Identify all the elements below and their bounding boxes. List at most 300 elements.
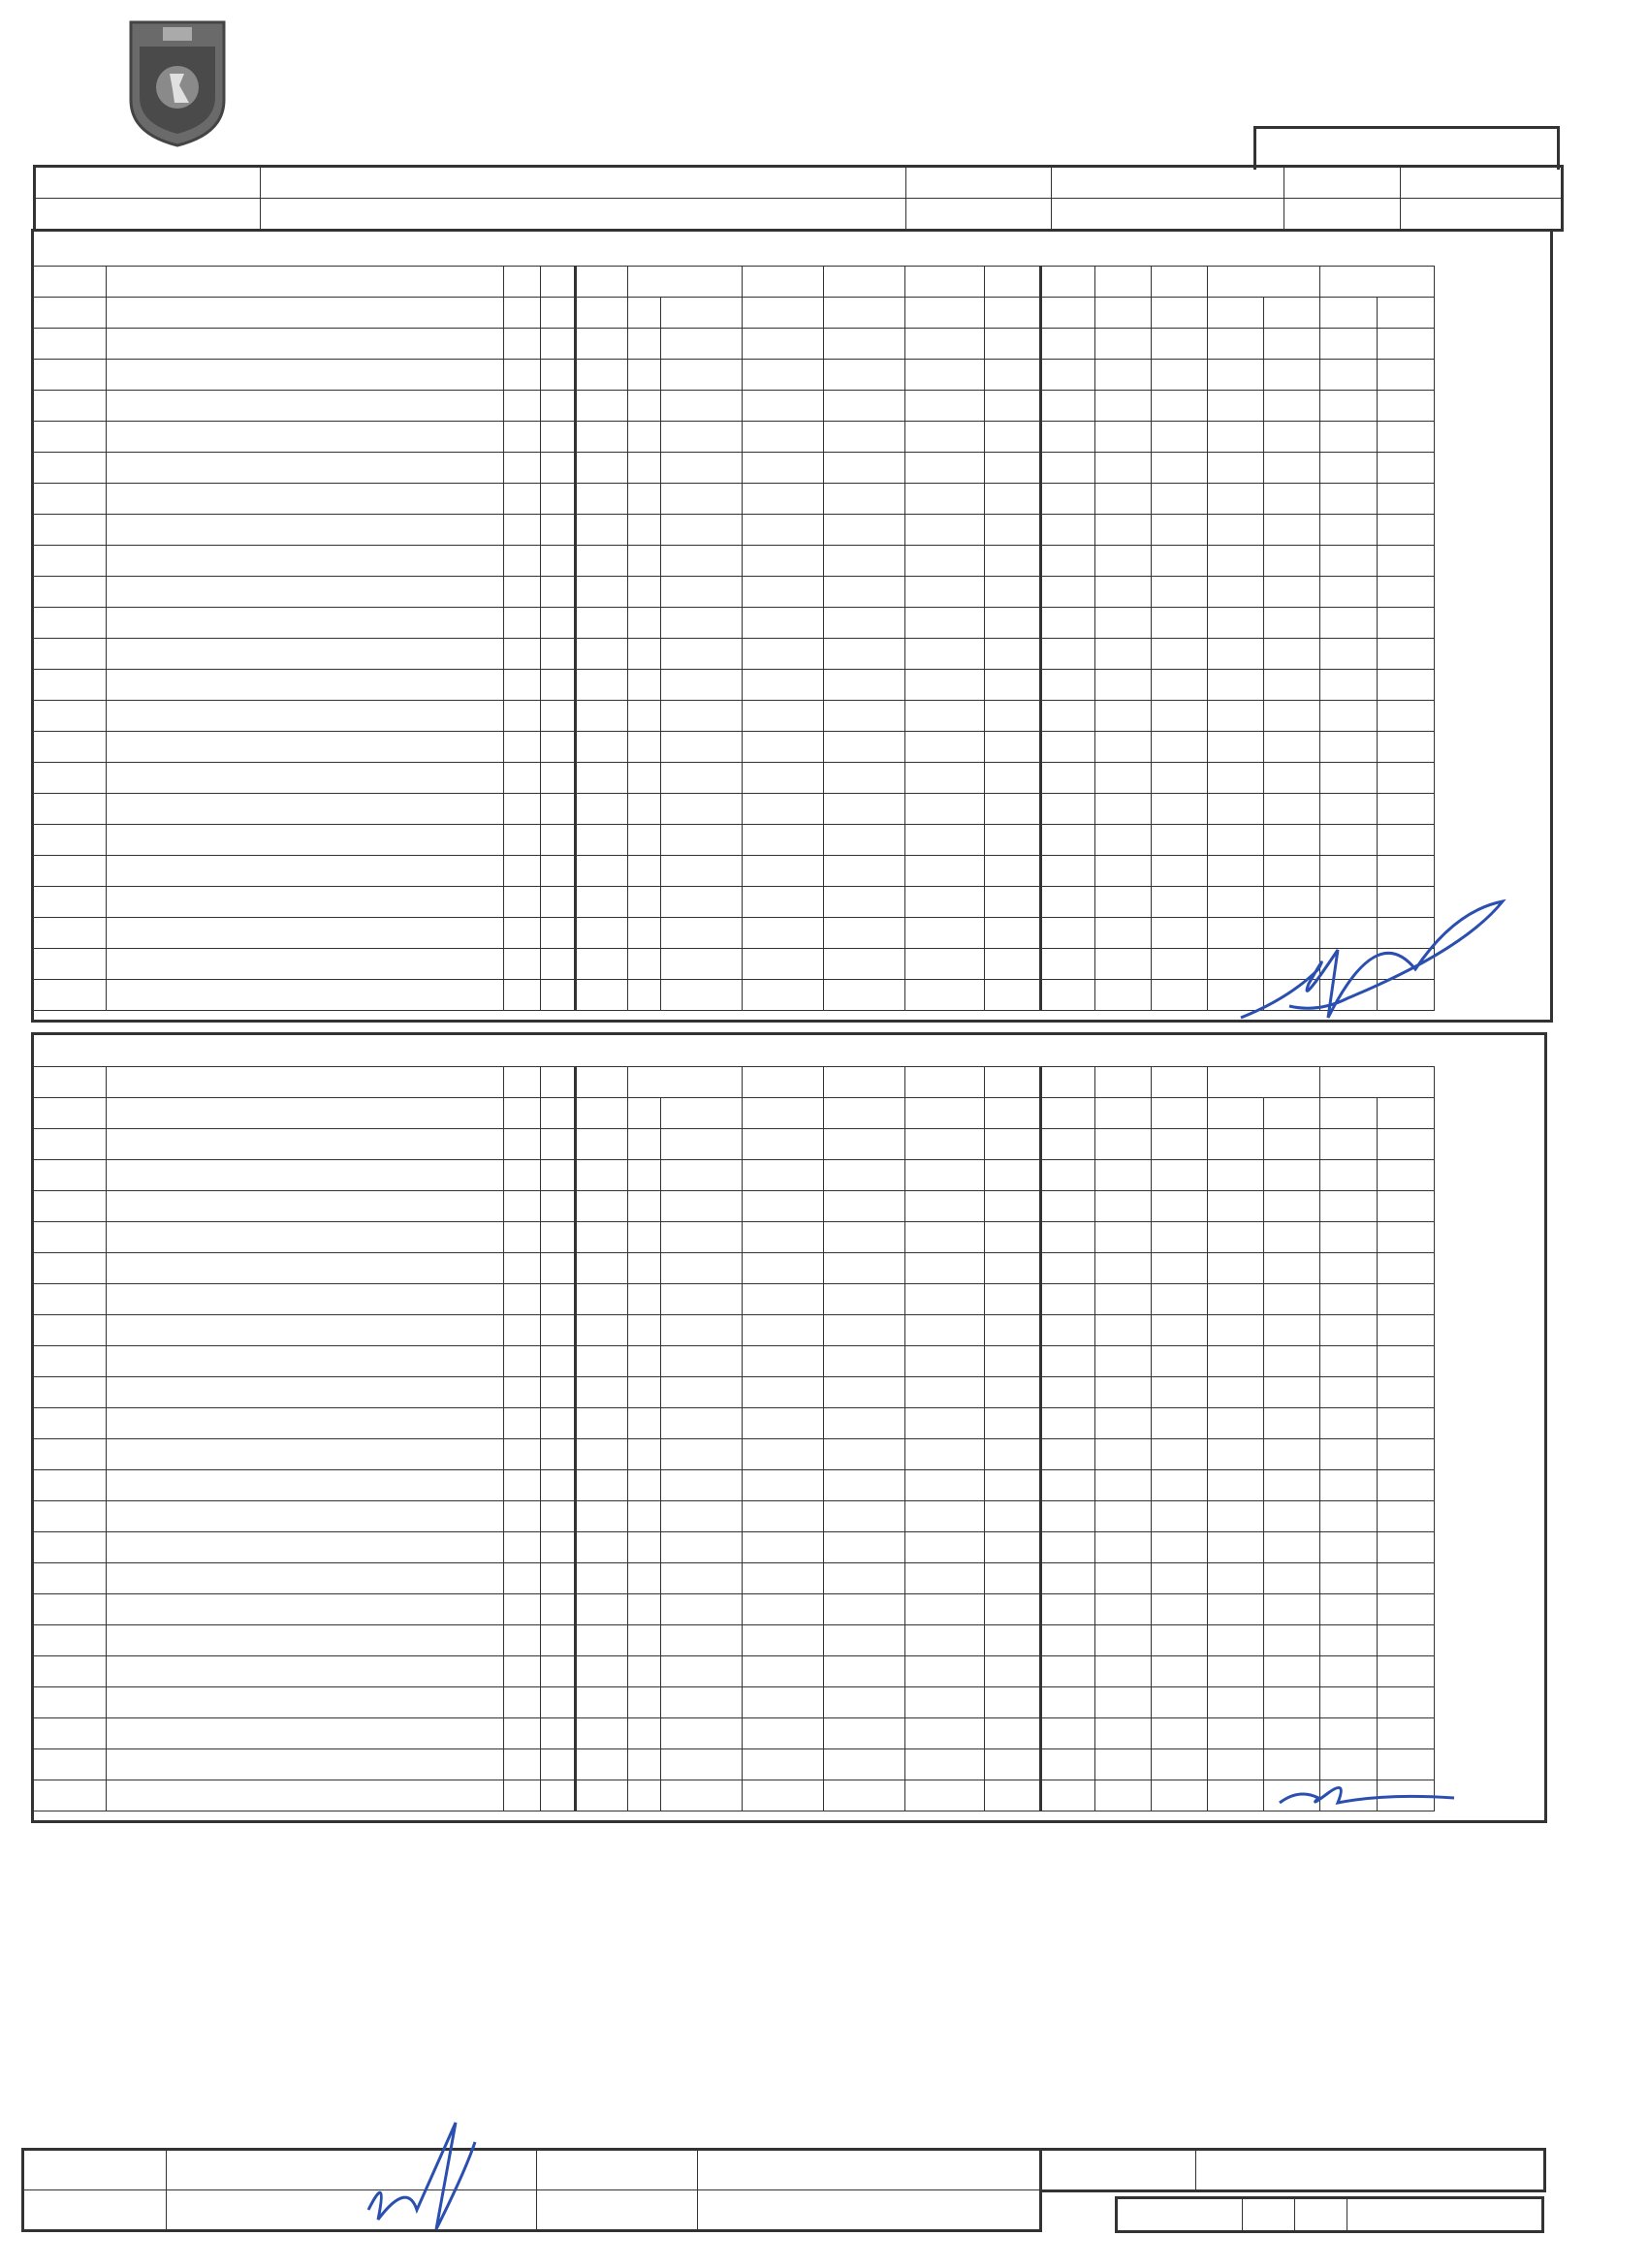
goal-scorer — [743, 422, 824, 453]
goal-second — [661, 453, 743, 484]
goal-second — [661, 1377, 743, 1408]
player-spacer — [427, 1222, 465, 1253]
team_a-row — [34, 453, 1435, 484]
penalty-minutes — [1095, 670, 1152, 701]
goal-assist-2 — [905, 794, 985, 825]
goal-second — [661, 577, 743, 608]
goal-assist-1 — [824, 1408, 905, 1439]
goal-minute — [628, 422, 661, 453]
player-playing — [541, 949, 576, 980]
penalty-minutes — [1095, 546, 1152, 577]
player-role — [465, 1098, 504, 1129]
player-spacer — [427, 980, 465, 1011]
goal-strength — [985, 422, 1041, 453]
goal-scorer — [743, 1532, 824, 1563]
header-goal-time — [628, 267, 743, 298]
penalty-start-min — [1208, 1470, 1264, 1501]
penalty-reason — [1152, 1377, 1208, 1408]
penalty-end-sec — [1378, 1656, 1435, 1687]
goal-number — [576, 1222, 628, 1253]
goal-assist-1 — [824, 1501, 905, 1532]
player-position — [504, 298, 541, 329]
player-role — [465, 980, 504, 1011]
player-number — [34, 1315, 107, 1346]
penalty-reason — [1152, 825, 1208, 856]
penalty-number — [1041, 1532, 1095, 1563]
player-position — [504, 1470, 541, 1501]
header-goal-num — [576, 1067, 628, 1098]
goal-strength — [985, 1098, 1041, 1129]
goal-number — [576, 453, 628, 484]
penalty-end-sec — [1378, 329, 1435, 360]
penalty-reason — [1152, 639, 1208, 670]
penalty-minutes — [1095, 298, 1152, 329]
player-position — [504, 918, 541, 949]
goal-scorer — [743, 794, 824, 825]
goal-minute — [628, 1098, 661, 1129]
goal-second — [661, 1687, 743, 1718]
goal-minute — [628, 1377, 661, 1408]
player-number — [34, 732, 107, 763]
goal-second — [661, 608, 743, 639]
player-position — [504, 763, 541, 794]
penalty-number — [1041, 763, 1095, 794]
referees-table — [21, 2148, 1042, 2232]
goal-number — [576, 887, 628, 918]
goal-strength — [985, 1253, 1041, 1284]
team_a-row — [34, 763, 1435, 794]
penalty-number — [1041, 1160, 1095, 1191]
penalty-end-min — [1320, 856, 1378, 887]
player-role — [465, 1377, 504, 1408]
player-number — [34, 949, 107, 980]
penalty-end-min — [1320, 1315, 1378, 1346]
goal-second — [661, 515, 743, 546]
penalty-number — [1041, 1408, 1095, 1439]
penalty-start-sec — [1264, 1687, 1320, 1718]
player-spacer — [427, 1129, 465, 1160]
penalty-start-sec — [1264, 1470, 1320, 1501]
penalty-reason — [1152, 1191, 1208, 1222]
goal-strength — [985, 763, 1041, 794]
penalty-reason — [1152, 1160, 1208, 1191]
goal-assist-1 — [824, 1532, 905, 1563]
penalty-number — [1041, 856, 1095, 887]
player-spacer — [427, 670, 465, 701]
player-position — [504, 1749, 541, 1780]
penalty-number — [1041, 1315, 1095, 1346]
goal-assist-2 — [905, 577, 985, 608]
goal-strength — [985, 1470, 1041, 1501]
penalty-end-sec — [1378, 391, 1435, 422]
goal-scorer — [743, 1160, 824, 1191]
player-number — [34, 918, 107, 949]
penalty-reason — [1152, 1594, 1208, 1625]
player-role — [465, 887, 504, 918]
player-name — [107, 639, 427, 670]
goal-second — [661, 639, 743, 670]
goal-assist-2 — [905, 360, 985, 391]
penalty-minutes — [1095, 794, 1152, 825]
penalty-start-sec — [1264, 453, 1320, 484]
penalty-start-sec — [1264, 360, 1320, 391]
player-position — [504, 1718, 541, 1749]
penalty-minutes — [1095, 1780, 1152, 1811]
player-position — [504, 732, 541, 763]
player-spacer — [427, 1284, 465, 1315]
penalty-minutes — [1095, 732, 1152, 763]
penalty-reason — [1152, 1098, 1208, 1129]
penalty-start-sec — [1264, 1191, 1320, 1222]
player-number — [34, 391, 107, 422]
team_a-row — [34, 825, 1435, 856]
goal-assist-2 — [905, 1718, 985, 1749]
goal-strength — [985, 918, 1041, 949]
goal-scorer — [743, 949, 824, 980]
player-name — [107, 732, 427, 763]
chief-referee-signature — [349, 2113, 504, 2249]
penalty-end-sec — [1378, 1563, 1435, 1594]
player-number — [34, 546, 107, 577]
goal-scorer — [743, 980, 824, 1011]
penalty-end-min — [1320, 391, 1378, 422]
goal-scorer — [743, 1780, 824, 1811]
player-position — [504, 1439, 541, 1470]
penalty-reason — [1152, 1501, 1208, 1532]
goal-minute — [628, 577, 661, 608]
penalty-end-min — [1320, 701, 1378, 732]
goal-scorer — [743, 1594, 824, 1625]
player-role — [465, 1408, 504, 1439]
penalty-end-sec — [1378, 1501, 1435, 1532]
penalty-start-min — [1208, 856, 1264, 887]
player-playing — [541, 887, 576, 918]
player-name — [107, 1749, 427, 1780]
goal-number — [576, 329, 628, 360]
player-position — [504, 1284, 541, 1315]
penalty-number — [1041, 1594, 1095, 1625]
player-number — [34, 1656, 107, 1687]
player-position — [504, 1501, 541, 1532]
player-role — [465, 329, 504, 360]
goal-number — [576, 1780, 628, 1811]
penalty-end-min — [1320, 1501, 1378, 1532]
goal-assist-1 — [824, 1687, 905, 1718]
team_b-row — [34, 1377, 1435, 1408]
penalty-start-sec — [1264, 1284, 1320, 1315]
penalty-reason — [1152, 1284, 1208, 1315]
penalty-reason — [1152, 1315, 1208, 1346]
player-role — [465, 608, 504, 639]
header-pen-end — [1320, 267, 1435, 298]
penalty-end-sec — [1378, 484, 1435, 515]
team_a-row — [34, 794, 1435, 825]
goal-strength — [985, 732, 1041, 763]
penalty-start-min — [1208, 546, 1264, 577]
penalty-end-sec — [1378, 763, 1435, 794]
player-playing — [541, 918, 576, 949]
goal-second — [661, 1346, 743, 1377]
goal-scorer — [743, 1749, 824, 1780]
player-number — [34, 1098, 107, 1129]
penalty-end-min — [1320, 1377, 1378, 1408]
penalty-minutes — [1095, 1222, 1152, 1253]
goal-assist-1 — [824, 1749, 905, 1780]
penalty-end-sec — [1378, 794, 1435, 825]
goal-scorer — [743, 298, 824, 329]
player-role — [465, 577, 504, 608]
penalty-reason — [1152, 1129, 1208, 1160]
penalty-end-min — [1320, 639, 1378, 670]
penalty-start-sec — [1264, 794, 1320, 825]
goal-second — [661, 1718, 743, 1749]
penalty-start-sec — [1264, 1439, 1320, 1470]
player-position — [504, 1656, 541, 1687]
penalty-start-sec — [1264, 515, 1320, 546]
team_a-row — [34, 732, 1435, 763]
penalty-reason — [1152, 329, 1208, 360]
goal-strength — [985, 1656, 1041, 1687]
penalty-number — [1041, 1501, 1095, 1532]
goal-assist-1 — [824, 1129, 905, 1160]
player-playing — [541, 422, 576, 453]
player-position — [504, 1191, 541, 1222]
penalty-end-min — [1320, 1222, 1378, 1253]
penalty-number — [1041, 1377, 1095, 1408]
player-playing — [541, 360, 576, 391]
date-value — [1052, 167, 1284, 199]
goal-second — [661, 1532, 743, 1563]
player-position — [504, 1377, 541, 1408]
goal-assist-2 — [905, 1780, 985, 1811]
goal-scorer — [743, 1625, 824, 1656]
goal-assist-1 — [824, 608, 905, 639]
penalty-minutes — [1095, 329, 1152, 360]
goal-assist-2 — [905, 732, 985, 763]
player-role — [465, 1346, 504, 1377]
goal-strength — [985, 391, 1041, 422]
player-role — [465, 670, 504, 701]
penalty-start-sec — [1264, 1315, 1320, 1346]
player-position — [504, 701, 541, 732]
penalty-end-min — [1320, 1470, 1378, 1501]
goal-second — [661, 980, 743, 1011]
penalty-number — [1041, 1687, 1095, 1718]
goal-number — [576, 484, 628, 515]
goal-number — [576, 794, 628, 825]
goal-minute — [628, 1284, 661, 1315]
goal-minute — [628, 701, 661, 732]
venue-label — [35, 199, 261, 231]
penalty-start-min — [1208, 453, 1264, 484]
goal-minute — [628, 329, 661, 360]
team_a-row — [34, 422, 1435, 453]
player-position — [504, 608, 541, 639]
penalty-minutes — [1095, 1129, 1152, 1160]
goal-assist-2 — [905, 1501, 985, 1532]
remarks-table — [1115, 2196, 1544, 2233]
penalty-number — [1041, 1625, 1095, 1656]
player-position — [504, 639, 541, 670]
player-number — [34, 577, 107, 608]
penalty-end-sec — [1378, 1718, 1435, 1749]
penalty-reason — [1152, 1656, 1208, 1687]
penalty-end-min — [1320, 1284, 1378, 1315]
penalty-end-min — [1320, 329, 1378, 360]
player-spacer — [427, 1501, 465, 1532]
penalty-end-min — [1320, 1439, 1378, 1470]
player-playing — [541, 1098, 576, 1129]
goal-assist-1 — [824, 1470, 905, 1501]
penalty-minutes — [1095, 1408, 1152, 1439]
player-playing — [541, 732, 576, 763]
player-spacer — [427, 949, 465, 980]
penalty-number — [1041, 577, 1095, 608]
player-spacer — [427, 453, 465, 484]
penalty-minutes — [1095, 1253, 1152, 1284]
penalty-reason — [1152, 763, 1208, 794]
penalty-start-min — [1208, 515, 1264, 546]
goal-minute — [628, 1191, 661, 1222]
goal-assist-1 — [824, 918, 905, 949]
goal-number — [576, 608, 628, 639]
player-position — [504, 1129, 541, 1160]
player-role — [465, 1718, 504, 1749]
player-spacer — [427, 1780, 465, 1811]
player-playing — [541, 1284, 576, 1315]
shield-logo-icon — [126, 17, 229, 148]
goal-second — [661, 1501, 743, 1532]
goal-assist-2 — [905, 1222, 985, 1253]
player-name — [107, 1563, 427, 1594]
goal-second — [661, 1098, 743, 1129]
goal-number — [576, 732, 628, 763]
penalty-minutes — [1095, 1687, 1152, 1718]
penalty-start-min — [1208, 1656, 1264, 1687]
penalty-start-min — [1208, 577, 1264, 608]
goal-assist-2 — [905, 608, 985, 639]
penalty-start-min — [1208, 1408, 1264, 1439]
penalty-start-min — [1208, 484, 1264, 515]
time-value — [1052, 199, 1284, 231]
team_a-row — [34, 391, 1435, 422]
penalty-minutes — [1095, 763, 1152, 794]
player-number — [34, 794, 107, 825]
penalty-reason — [1152, 856, 1208, 887]
penalty-reason — [1152, 732, 1208, 763]
player-number — [34, 856, 107, 887]
player-position — [504, 980, 541, 1011]
penalty-end-min — [1320, 763, 1378, 794]
penalty-reason — [1152, 546, 1208, 577]
player-position — [504, 1780, 541, 1811]
penalty-number — [1041, 1470, 1095, 1501]
goal-scorer — [743, 670, 824, 701]
penalty-end-min — [1320, 1253, 1378, 1284]
penalty-start-sec — [1264, 1346, 1320, 1377]
player-name — [107, 391, 427, 422]
penalty-start-min — [1208, 1780, 1264, 1811]
player-role — [465, 1532, 504, 1563]
goal-strength — [985, 546, 1041, 577]
goal-assist-1 — [824, 1656, 905, 1687]
player-role — [465, 1470, 504, 1501]
player-number — [34, 980, 107, 1011]
penalty-start-sec — [1264, 701, 1320, 732]
penalty-reason — [1152, 1346, 1208, 1377]
player-name — [107, 763, 427, 794]
player-number — [34, 453, 107, 484]
penalty-reason — [1152, 1749, 1208, 1780]
team-a-coach-signature — [1231, 892, 1512, 1037]
player-position — [504, 422, 541, 453]
line-referee-1-label — [537, 2150, 698, 2190]
penalty-end-min — [1320, 670, 1378, 701]
penalty-minutes — [1095, 980, 1152, 1011]
player-name — [107, 360, 427, 391]
player-name — [107, 1098, 427, 1129]
header-pen-reason — [1152, 1067, 1208, 1098]
penalty-end-min — [1320, 360, 1378, 391]
goal-number — [576, 1563, 628, 1594]
player-playing — [541, 639, 576, 670]
player-position — [504, 1315, 541, 1346]
goal-assist-2 — [905, 1098, 985, 1129]
player-number — [34, 887, 107, 918]
penalty-end-min — [1320, 1346, 1378, 1377]
goal-strength — [985, 484, 1041, 515]
goal-second — [661, 1191, 743, 1222]
penalty-number — [1041, 1098, 1095, 1129]
player-playing — [541, 1532, 576, 1563]
goal-scorer — [743, 701, 824, 732]
goal-strength — [985, 1377, 1041, 1408]
goal-minute — [628, 825, 661, 856]
goal-second — [661, 1749, 743, 1780]
goal-strength — [985, 577, 1041, 608]
penalty-start-sec — [1264, 1563, 1320, 1594]
player-role — [465, 1501, 504, 1532]
player-position — [504, 1687, 541, 1718]
player-spacer — [427, 515, 465, 546]
goal-assist-2 — [905, 1408, 985, 1439]
goal-second — [661, 1594, 743, 1625]
goal-minute — [628, 1780, 661, 1811]
line-referee-2-value — [698, 2190, 1041, 2231]
penalty-end-min — [1320, 608, 1378, 639]
player-role — [465, 732, 504, 763]
goal-assist-2 — [905, 856, 985, 887]
goal-scorer — [743, 639, 824, 670]
goal-minute — [628, 1594, 661, 1625]
player-number — [34, 1160, 107, 1191]
goal-assist-2 — [905, 1315, 985, 1346]
goal-strength — [985, 1501, 1041, 1532]
goal-strength — [985, 1222, 1041, 1253]
goal-assist-1 — [824, 484, 905, 515]
team_b-row — [34, 1346, 1435, 1377]
goal-strength — [985, 856, 1041, 887]
player-playing — [541, 1687, 576, 1718]
player-spacer — [427, 1098, 465, 1129]
goal-second — [661, 1315, 743, 1346]
goal-second — [661, 1160, 743, 1191]
goal-assist-2 — [905, 670, 985, 701]
player-number — [34, 763, 107, 794]
player-name — [107, 1253, 427, 1284]
penalty-end-sec — [1378, 1439, 1435, 1470]
goal-scorer — [743, 515, 824, 546]
